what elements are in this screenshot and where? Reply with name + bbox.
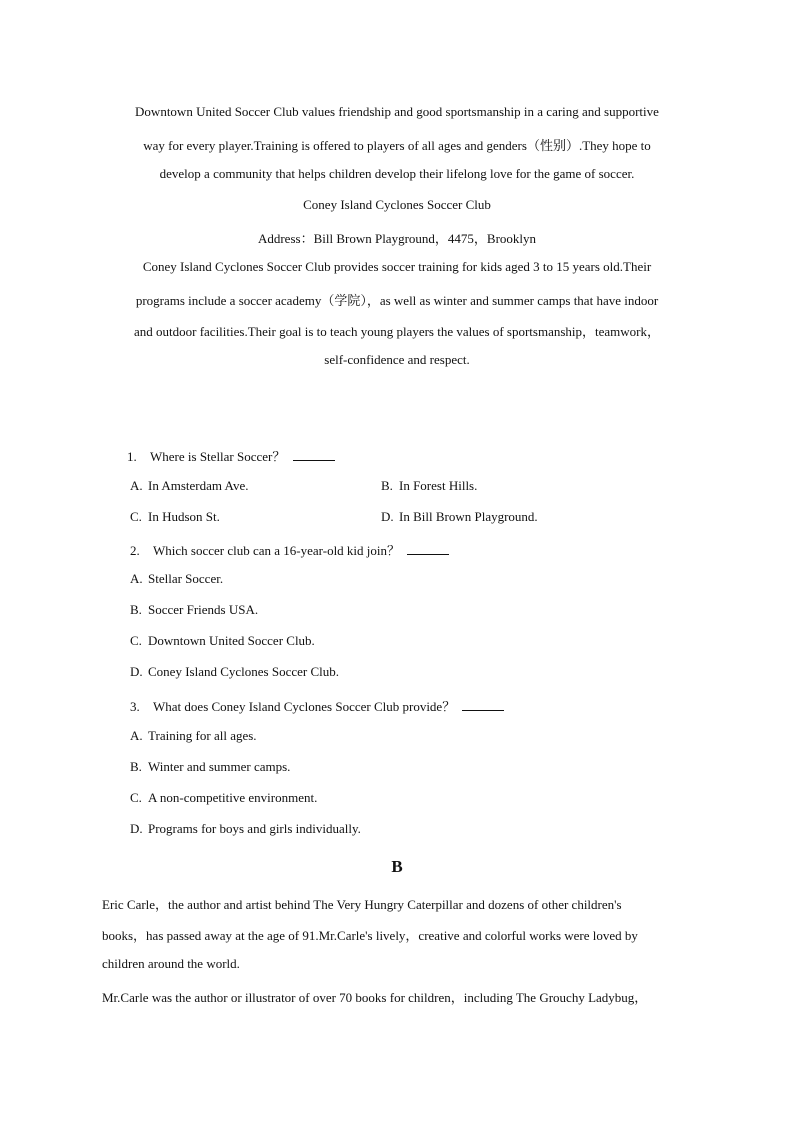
- q3-option-b[interactable]: B. Winter and summer camps.: [130, 759, 291, 774]
- passage-b-p1-line-2: books，has passed away at the age of 91.Mr.Carle's lively，creative and colorful works were loved by: [102, 928, 638, 943]
- q3-option-d[interactable]: D. Programs for boys and girls individually.: [130, 821, 361, 836]
- club4-name: Coney Island Cyclones Soccer Club: [303, 197, 491, 212]
- question-2: [130, 540, 449, 559]
- club3-desc-line-1: Downtown United Soccer Club values friendship and good sportsmanship in a caring and supportive: [135, 104, 659, 119]
- club3-desc-line-3: develop a community that helps children develop their lifelong love for the game of soccer.: [159, 166, 635, 181]
- q1-option-d[interactable]: D. In Bill Brown Playground.: [381, 509, 538, 524]
- q2-option-b[interactable]: B. Soccer Friends USA.: [130, 602, 259, 617]
- q3-option-c[interactable]: C. A non-competitive environment.: [130, 790, 318, 805]
- question-text: What does Coney Island Cyclones Soccer Club provide？: [153, 699, 456, 714]
- question-3: [130, 696, 504, 715]
- question-text: Which soccer club can a 16-year-old kid join？: [153, 543, 401, 558]
- question-number: 2.: [130, 543, 140, 558]
- club4-address: Address：Bill Brown Playground，4475，Brooklyn: [257, 231, 537, 246]
- answer-blank[interactable]: [407, 542, 449, 555]
- club4-desc-line-3: and outdoor facilities.Their goal is to teach young players the values of sportsmanship，teamwork，: [133, 324, 660, 339]
- q1-option-b[interactable]: B. In Forest Hills.: [381, 478, 478, 493]
- question-1: [127, 446, 335, 465]
- answer-blank[interactable]: [293, 448, 335, 461]
- q3-option-a[interactable]: A. Training for all ages.: [130, 728, 257, 743]
- club3-desc-line-2: way for every player.Training is offered to players of all ages and genders（性别）.They hope to: [143, 138, 651, 153]
- q2-option-c[interactable]: C. Downtown United Soccer Club.: [130, 633, 315, 648]
- passage-b-p1-line-1: Eric Carle，the author and artist behind The Very Hungry Caterpillar and dozens of other children's: [102, 897, 622, 912]
- passage-b-p2-line-1: Mr.Carle was the author or illustrator of over 70 books for children，including The Grouchy Ladybug，: [102, 990, 648, 1005]
- club4-desc-line-4: self-confidence and respect.: [324, 352, 470, 367]
- question-number: 1.: [127, 449, 137, 464]
- q1-option-a[interactable]: A. In Amsterdam Ave.: [130, 478, 249, 493]
- q1-option-c[interactable]: C. In Hudson St.: [130, 509, 220, 524]
- club4-desc-line-1: Coney Island Cyclones Soccer Club provides soccer training for kids aged 3 to 15 years old.Their: [142, 259, 652, 274]
- club4-desc-line-2: programs include a soccer academy（学院），as well as winter and summer camps that have indoor: [135, 293, 659, 308]
- answer-blank[interactable]: [462, 698, 504, 711]
- question-number: 3.: [130, 699, 140, 714]
- section-heading-b: B: [391, 857, 403, 876]
- question-text: Where is Stellar Soccer？: [150, 449, 286, 464]
- q2-option-d[interactable]: D. Coney Island Cyclones Soccer Club.: [130, 664, 339, 679]
- passage-b-p1-line-3: children around the world.: [102, 956, 240, 971]
- q2-option-a[interactable]: A. Stellar Soccer.: [130, 571, 224, 586]
